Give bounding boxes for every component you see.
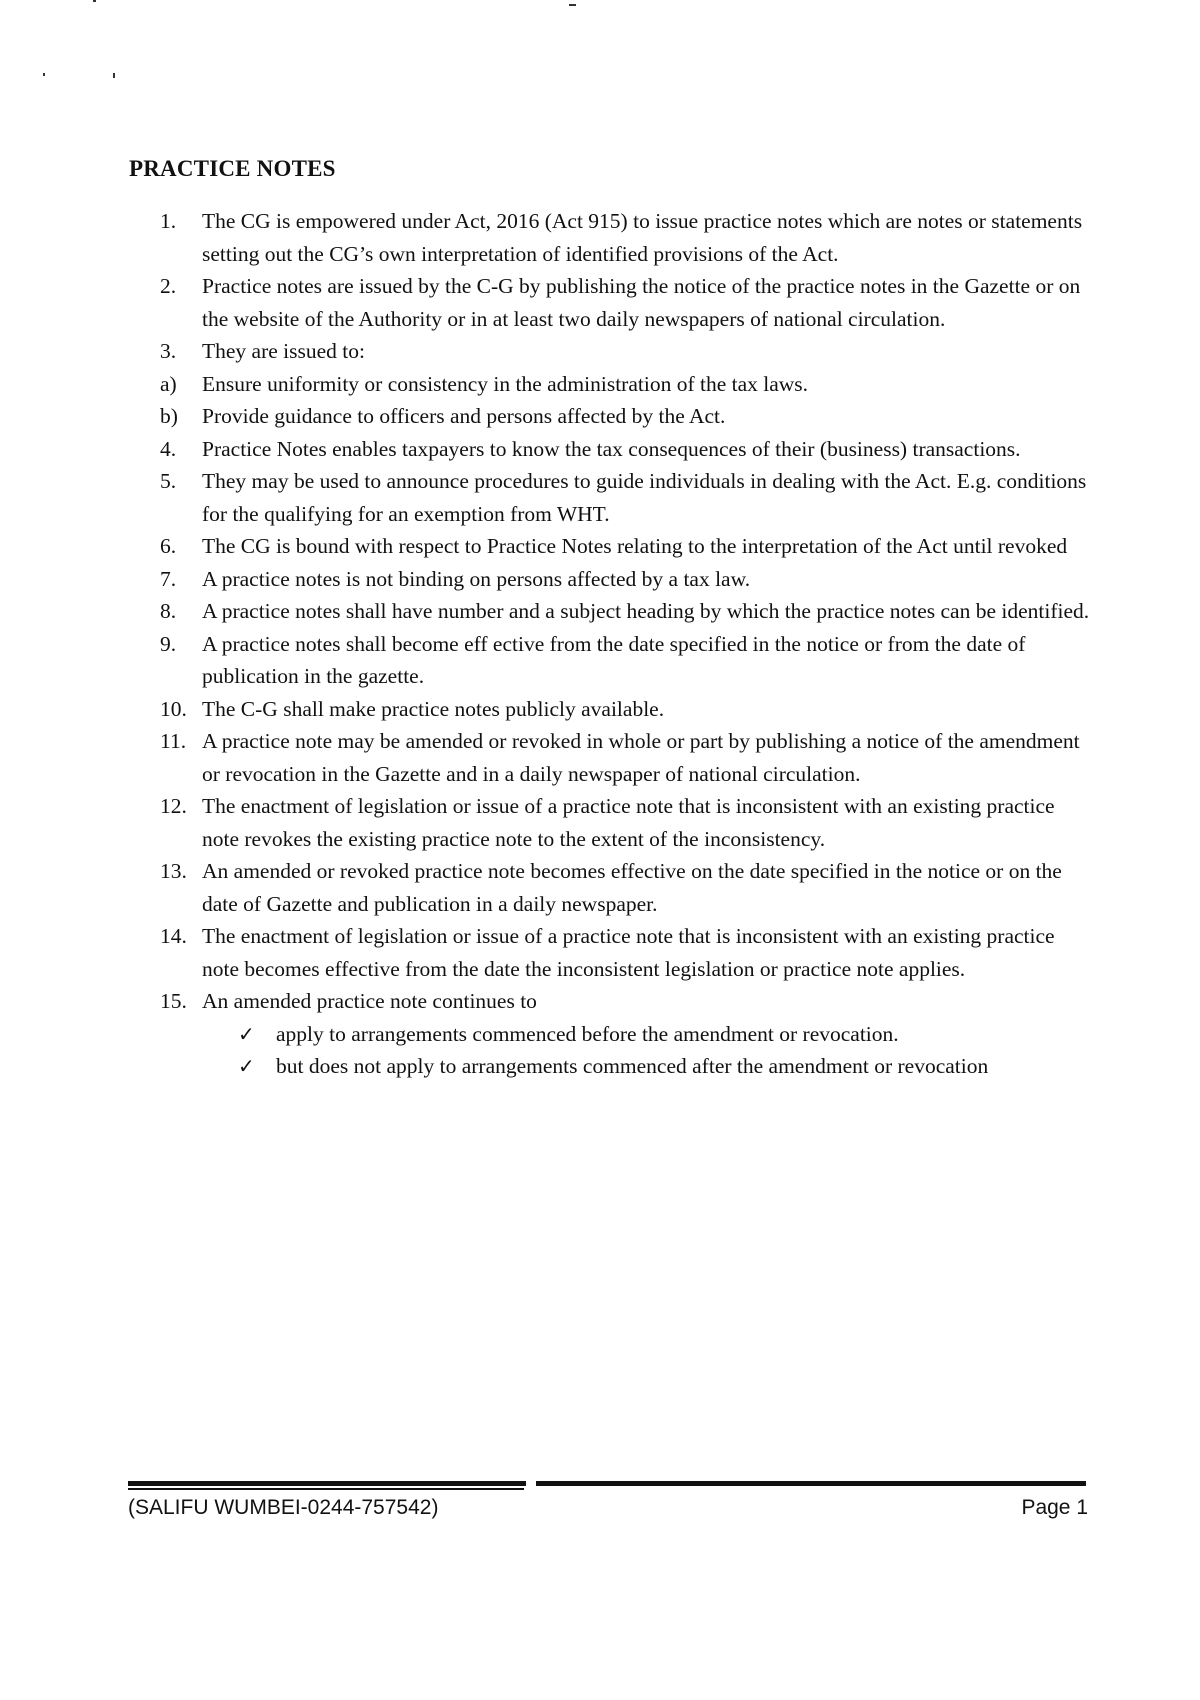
list-item-number: a) — [160, 371, 177, 396]
sub-list — [238, 1018, 1090, 1083]
list-item-text: The CG is empowered under Act, 2016 (Act 915) to issue practice notes which are notes or statements setting out the CG’s own interpretation of identified provisions of the Act. — [202, 209, 1083, 266]
footer-rule-gap — [526, 1479, 536, 1488]
sub-list-item — [238, 1050, 1090, 1083]
list-item-text: Ensure uniformity or consistency in the administration of the tax laws. — [202, 371, 809, 396]
footer-rule — [128, 1481, 1086, 1486]
footer-rule-thin — [128, 1488, 524, 1490]
list-item-text: Provide guidance to officers and persons affected by the Act. — [202, 404, 726, 428]
list-item-number: 8. — [160, 599, 177, 623]
sub-list-item-text: apply to arrangements commenced before the amendment or revocation. — [276, 1021, 899, 1046]
list-item-text: The enactment of legislation or issue of a practice note that is inconsistent with an existing practice note revokes the existing practice note to the extent of the inconsistency. — [202, 794, 1055, 851]
list-item — [160, 985, 1090, 1018]
list-item-text: An amended practice note continues to — [202, 989, 537, 1013]
sub-list-item — [238, 1018, 1090, 1051]
checkmark-icon: ✓ — [238, 1021, 255, 1046]
list-item — [160, 465, 1090, 530]
list-item-number: 6. — [160, 534, 177, 558]
list-item-number: 9. — [160, 631, 177, 656]
list-item-text: A practice notes is not binding on persons affected by a tax law. — [202, 566, 751, 591]
footer-author: (SALIFU WUMBEI-0244-757542) — [128, 1496, 439, 1519]
list-item — [160, 433, 1090, 466]
list-item-text: A practice notes shall become eff ective from the date specified in the notice or from the date of publication in the gazette. — [202, 631, 1026, 688]
list-item-number: 10. — [160, 696, 187, 721]
scan-speck — [569, 4, 576, 6]
list-item-number: b) — [160, 404, 178, 428]
scan-speck — [43, 73, 45, 76]
practice-notes-list — [160, 205, 1090, 1083]
list-item-number: 5. — [160, 469, 177, 493]
list-item — [160, 368, 1090, 401]
list-item — [160, 855, 1090, 920]
list-item — [160, 693, 1090, 726]
document-title: PRACTICE NOTES — [129, 156, 336, 181]
list-item-text: The C-G shall make practice notes publicly available. — [202, 696, 665, 721]
list-item-text: They are issued to: — [202, 339, 365, 363]
page-number: Page 1 — [1021, 1496, 1088, 1519]
list-item-text: Practice notes are issued by the C-G by publishing the notice of the practice notes in the Gazette or on the website of the Authority or in at least two daily newspapers of national circulation. — [202, 274, 1081, 331]
checkmark-icon: ✓ — [238, 1054, 255, 1078]
list-item-text: A practice note may be amended or revoked in whole or part by publishing a notice of the amendment or revocation in the Gazette and in a daily newspaper of national circulation. — [202, 729, 1080, 786]
list-item-number: 15. — [160, 989, 187, 1013]
list-item — [160, 335, 1090, 368]
list-item — [160, 628, 1090, 693]
list-item — [160, 725, 1090, 790]
list-item-number: 2. — [160, 274, 177, 298]
scan-speck — [93, 0, 96, 2]
list-item-number: 1. — [160, 209, 177, 233]
list-item-text: Practice Notes enables taxpayers to know the tax consequences of their (business) transactions. — [202, 436, 1021, 461]
list-item-number: 3. — [160, 339, 177, 363]
list-item — [160, 595, 1090, 628]
list-item — [160, 270, 1090, 335]
list-item — [160, 920, 1090, 985]
list-item-text: They may be used to announce procedures to guide individuals in dealing with the Act. E.g. conditions for the qualifying for an exemption from WHT. — [202, 469, 1087, 526]
list-item-number: 14. — [160, 924, 187, 948]
list-item — [160, 790, 1090, 855]
list-item-number: 4. — [160, 436, 177, 461]
list-item-text: The enactment of legislation or issue of a practice note that is inconsistent with an existing practice note becomes effective from the date the inconsistent legislation or practice note applies. — [202, 924, 1055, 981]
list-item-number: 7. — [160, 566, 177, 591]
list-item-number: 13. — [160, 859, 187, 883]
list-item — [160, 563, 1090, 596]
scan-speck — [113, 73, 115, 78]
list-item-number: 12. — [160, 794, 187, 818]
list-item-text: The CG is bound with respect to Practice Notes relating to the interpretation of the Act until revoked — [202, 534, 1068, 558]
sub-list-item-text: but does not apply to arrangements commenced after the amendment or revocation — [276, 1054, 989, 1078]
list-item-number: 11. — [160, 729, 187, 753]
list-item-text: An amended or revoked practice note becomes effective on the date specified in the notice or on the date of Gazette and publication in a daily newspaper. — [202, 859, 1062, 916]
list-item — [160, 400, 1090, 433]
list-item — [160, 205, 1090, 270]
list-item — [160, 530, 1090, 563]
list-item-text: A practice notes shall have number and a subject heading by which the practice notes can be identified. — [202, 599, 1090, 623]
